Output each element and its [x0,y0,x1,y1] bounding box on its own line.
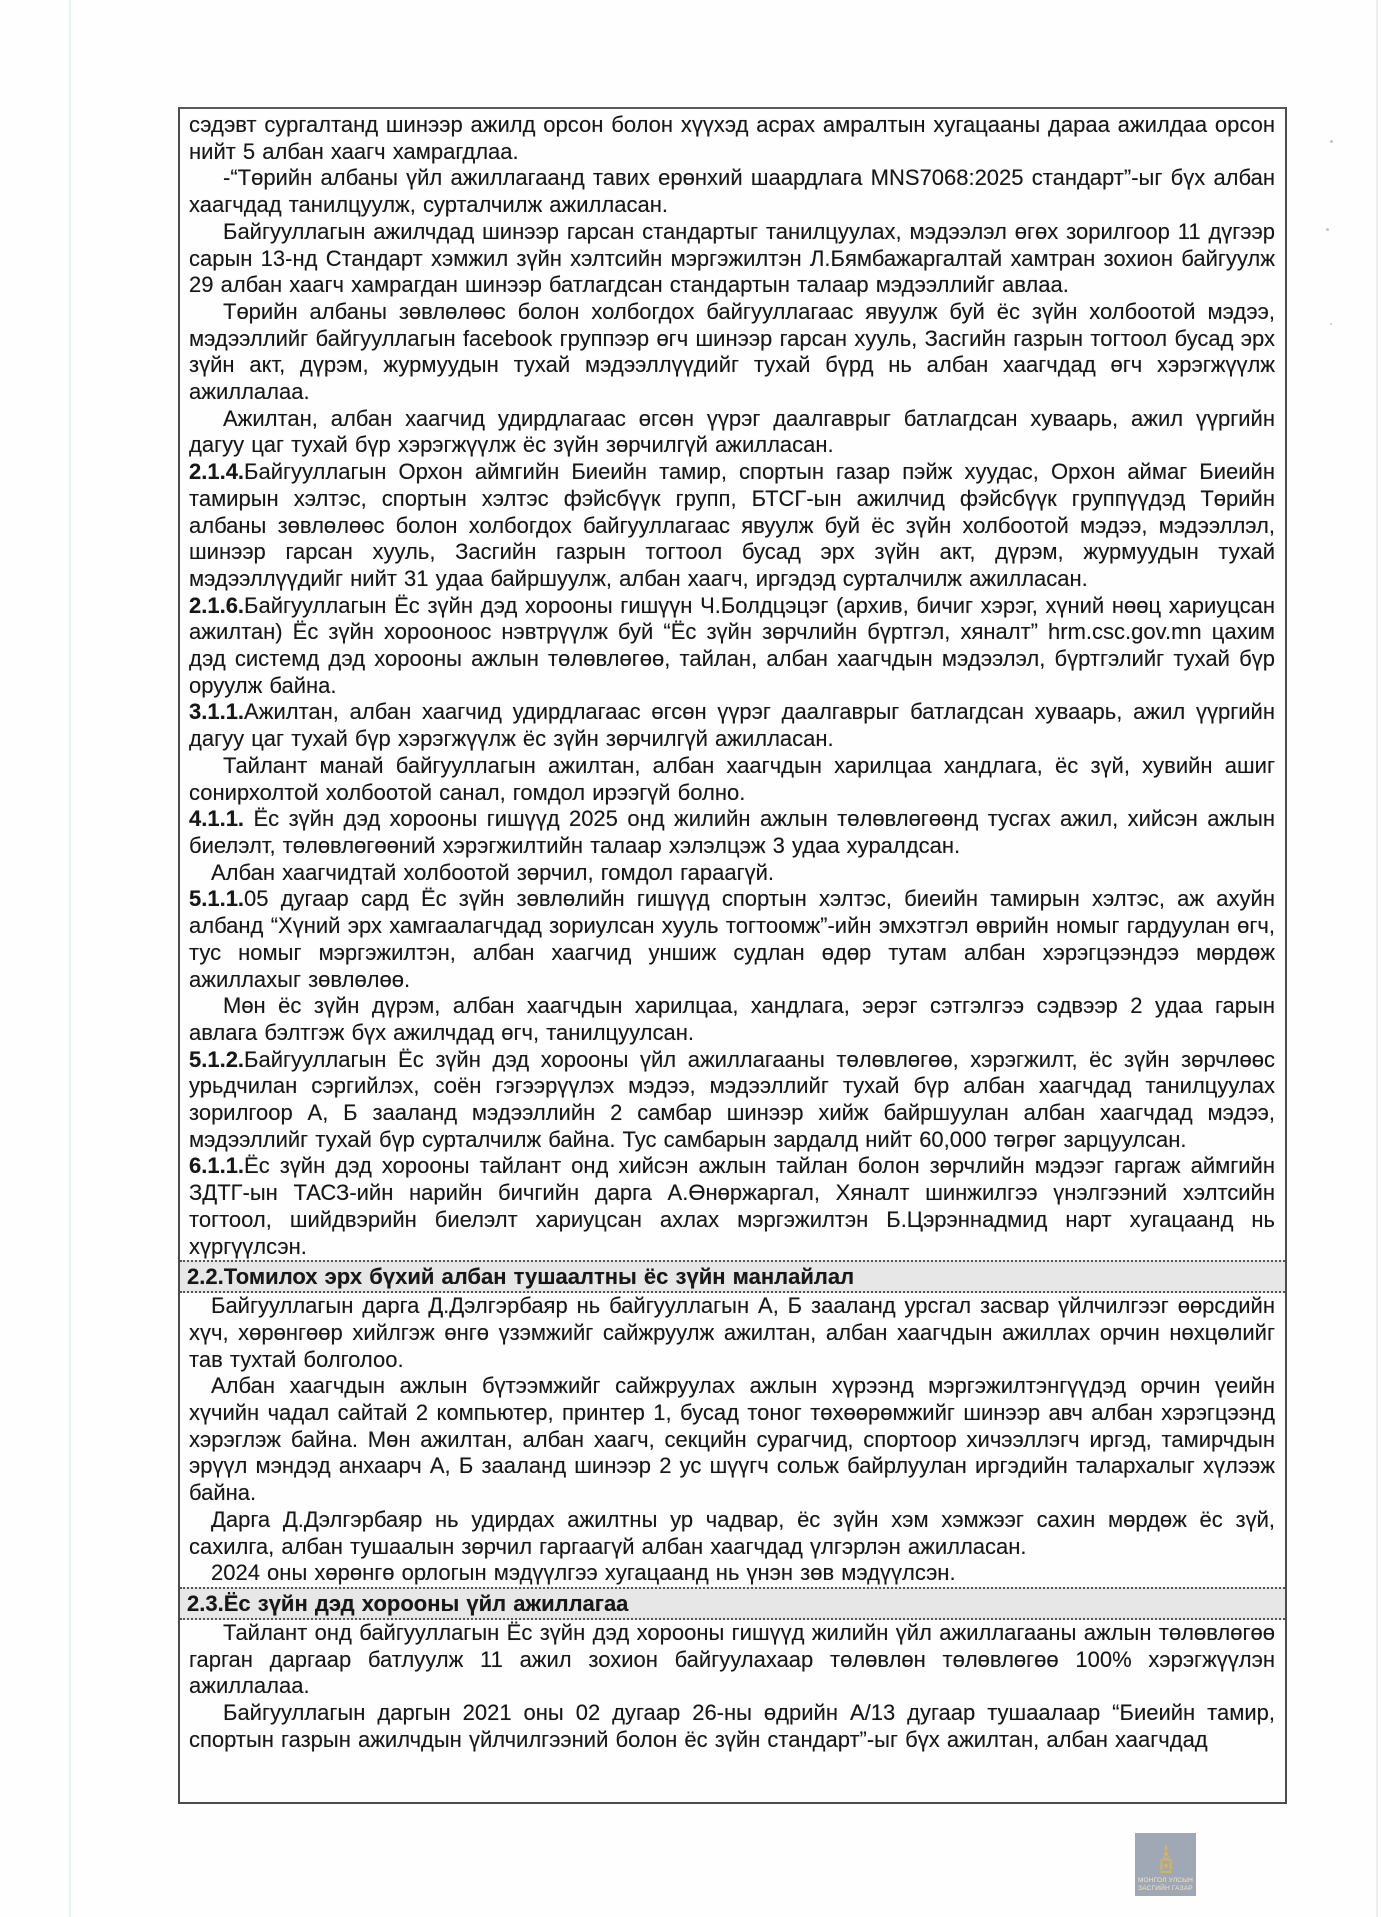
scan-artifact-line [69,0,71,1917]
section-header: 2.2.Томилох эрх бүхий албан тушаалтны ёс зүйн манлайлал [180,1260,1285,1293]
paragraph: Дарга Д.Дэлгэрбаяр нь удирдах ажилтны ур чадвар, ёс зүйн хэм хэмжээг сахин мөрдөж ёс зүй, сахилга, албан тушаалын зөрчил гаргаагүй албан хаагчдад үлгэрлэн ажилласан. [189,1506,1275,1559]
paragraph: -“Төрийн албаны үйл ажиллагаанд тавих ерөнхий шаардлага MNS7068:2025 стандарт”-ыг бүх албан хаагчдад танилцуулж, сурталчилж ажилласан. [189,165,1275,218]
clause-number: 3.1.1. [189,699,245,725]
paragraph: Албан хаагчдын ажлын бүтээмжийг сайжруулах ажлын хүрээнд мэргэжилтэнгүүдэд орчин үеийн хүчийн чадал сайтай 2 компьютер, принтер 1, бусад тоног төхөөрөмжийг шинээр авч албан хэрэгцээнд хэрэглэж байна. Мөн ажилтан, албан хаагч, секцийн сурагчид, спортоор хичээллэгч иргэд, тамирчдын эрүүл мэндэд анхаарч А, Б зааланд шинээр 2 ус шүүгч сольж байрлуулан иргэдийн талархалыг хүлээж байна. [189,1373,1275,1506]
paragraph: 2.1.6.Байгууллагын Ёс зүйн дэд хорооны гишүүн Ч.Болдцэцэг (архив, бичиг хэрэг, хүний нөөц хариуцсан ажилтан) Ёс зүйн хорооноос нэвтрүүлж буй “Ёс зүйн зөрчлийн бүртгэл, хяналт” hrm.csc.gov.mn цахим дэд системд дэд хорооны ажлын төлөвлөгөө, тайлан, албан хаагчдын мэдээлэл, бүртгэлийг тухай бүр оруулж байна. [189,592,1275,698]
paragraph: 5.1.2.Байгууллагын Ёс зүйн дэд хорооны үйл ажиллагааны төлөвлөгөө, хэрэгжилт, ёс зүйн зөрчлөөс урьдчилан сэргийлэх, соён гэгээрүүлэх мэдээ, мэдээллийг тухай бүр албан хаагчдад танилцуулах зорилгоор А, Б зааланд мэдээллийн 2 самбар шинээр хийж байршуулан албан хаагчдад мэдээ, мэдээллийг тухай бүр сурталчилж байна. Тус самбарын зардалд нийт 60,000 төгрөг зарцуулсан. [189,1046,1275,1152]
paragraph: Тайлант манай байгууллагын ажилтан, албан хаагчдын харилцаа хандлага, ёс зүй, хувийн ашиг сонирхолтой холбоотой санал, гомдол ирээгүй болно. [189,752,1275,805]
logo-text-line2: ЗАСГИЙН ГАЗАР [1138,1884,1193,1892]
clause-number: 5.1.1. [189,886,245,912]
government-logo [1135,1833,1196,1896]
paragraph: сэдэвт сургалтанд шинээр ажилд орсон болон хүүхэд асрах амралтын хугацааны дараа ажилдаа орсон нийт 5 албан хаагч хамрагдлаа. [189,112,1275,164]
scan-speck [1330,140,1333,143]
paragraph: Байгууллагын дарга Д.Дэлгэрбаяр нь байгууллагын А, Б зааланд урсгал засвар үйлчилгээг өөрсдийн хүч, хөрөнгөөр хийлгэж өнгө үзэмжийг сайжруулж ажилтан, албан хаагчдын ажиллах орчин нөхцөлийг тав тухтай болголоо. [189,1293,1275,1372]
paragraph: 6.1.1.Ёс зүйн дэд хорооны тайлант онд хийсэн ажлын тайлан болон зөрчлийн мэдээг гаргаж аймгийн ЗДТГ-ын ТАСЗ-ийн нарийн бичгийн дарга А.Өнөржаргал, Хяналт шинжилгээ үнэлгээний хэлтсийн тогтоол, шийдвэрийн биелэлт хариуцсан ахлах мэргэжилтэн Б.Цэрэннадмид нарт хугацаанд нь хүргүүлсэн. [189,1153,1275,1259]
paragraph: Мөн ёс зүйн дүрэм, албан хаагчдын харилцаа, хандлага, эерэг сэтгэлгээ сэдвээр 2 удаа гарын авлага бэлтгэж бүх ажилчдад өгч, танилцуулсан. [189,993,1275,1045]
paragraph: Байгууллагын ажилчдад шинээр гарсан стандартыг танилцуулах, мэдээлэл өгөх зорилгоор 11 дүгээр сарын 13-нд Стандарт хэмжил зүйн хэлтсийн мэргэжилтэн Л.Бямбажаргалтай хамтран зохион байгуулж 29 албан хаагч хамрагдан шинээр батлагдсан стандартын талаар мэдээллийг авлаа. [189,218,1275,298]
clause-number: 2.1.6. [189,592,245,618]
section-header: 2.3.Ёс зүйн дэд хорооны үйл ажиллагаа [180,1587,1285,1620]
paragraph: 5.1.1.05 дугаар сард Ёс зүйн зөвлөлийн гишүүд спортын хэлтэс, биеийн тамирын хэлтэс, аж ахуйн албанд “Хүний эрх хамгаалагчдад зориулсан хууль тогтоомж”-ийн эмхэтгэл өврийн номыг гардуулан өгч, тус номыг мэргэжилтэн, албан хаагчид уншиж судлан өдөр тутам албан хэрэгцээндээ мөрдөж ажиллахыг зөвлөлөө. [189,886,1275,992]
paragraph: Албан хаагчидтай холбоотой зөрчил, гомдол гараагүй. [211,859,775,885]
clause-number: 2.1.4. [189,459,245,485]
paragraph: 2.1.4.Байгууллагын Орхон аймгийн Биеийн тамир, спортын газар пэйж хуудас, Орхон аймаг Биеийн тамирын хэлтэс, спортын хэлтэс фэйсбүүк групп, БТСГ-ын ажилчид фэйсбүүк группүүдэд Төрийн албаны зөвлөлөөс болон холбогдох байгууллагаас явуулж буй ёс зүйн холбоотой мэдээ, мэдээллэл, шинээр гарсан хууль, Засгийн газрын тогтоол бусад эрх зүйн акт, дүрэм, журмуудын тухай мэдээллүүдийг нийт 31 удаа байршуулж, албан хаагч, иргэдэд сурталчилж ажилласан. [189,459,1275,591]
document-body [178,107,1287,1804]
paragraph: Төрийн албаны зөвлөлөөс болон холбогдох байгууллагаас явуулж буй ёс зүйн холбоотой мэдээ, мэдээллийг байгууллагын facebook группээр өгч шинээр гарсан хууль, Засгийн газрын тогтоол бусад эрх зүйн акт, дүрэм, журмуудын тухай мэдээллүүдийг тухай бүрд нь албан хаагчдад өгч хэрэгжүүлж ажиллалаа. [189,298,1275,405]
clause-number: 5.1.2. [189,1046,245,1072]
paragraph: 3.1.1.Ажилтан, албан хаагчид удирдлагаас өгсөн үүрэг даалгаврыг батлагдсан хуваарь, ажил үүргийн дагуу цаг тухай бүр хэрэгжүүлж ёс зүйн зөрчилгүй ажилласан. [189,699,1275,752]
paragraph: Байгууллагын даргын 2021 оны 02 дугаар 26-ны өдрийн А/13 дугаар тушаалаар “Биеийн тамир, спортын газрын ажилчдын үйлчилгээний болон ёс зүйн стандарт”-ыг бүх ажилтан, албан хаагчдад [189,1700,1275,1752]
soyombo-icon [1155,1845,1177,1875]
scan-artifact-line [1376,0,1378,1917]
paragraph: Ажилтан, албан хаагчид удирдлагаас өгсөн үүрэг даалгаврыг батлагдсан хуваарь, ажил үүргийн дагуу цаг тухай бүр хэрэгжүүлж ёс зүйн зөрчилгүй ажилласан. [189,405,1275,458]
clause-number: 6.1.1. [189,1153,245,1179]
scan-speck [1330,323,1332,325]
logo-text-line1: МОНГОЛ УЛСЫН [1137,1877,1194,1884]
paragraph: 4.1.1. Ёс зүйн дэд хорооны гишүүд 2025 онд жилийн ажлын төлөвлөгөөнд тусгах ажил, хийсэн ажлын биелэлт, төлөвлөгөөний хэрэгжилтийн талаар хэлэлцэж 3 удаа хуралдсан. [189,806,1275,858]
paragraph: 2024 оны хөрөнгө орлогын мэдүүлгээ хугацаанд нь үнэн зөв мэдүүлсэн. [211,1560,956,1586]
paragraph: Тайлант онд байгууллагын Ёс зүйн дэд хорооны гишүүд жилийн үйл ажиллагааны ажлын төлөвлөгөө гарган даргаар батлуулж 11 ажил зохион байгуулахаар төлөвлөн төлөвлөгөө 100% хэрэгжүүлэн ажиллалаа. [189,1619,1275,1699]
scan-speck [1326,228,1329,231]
clause-number: 4.1.1. [189,806,245,832]
